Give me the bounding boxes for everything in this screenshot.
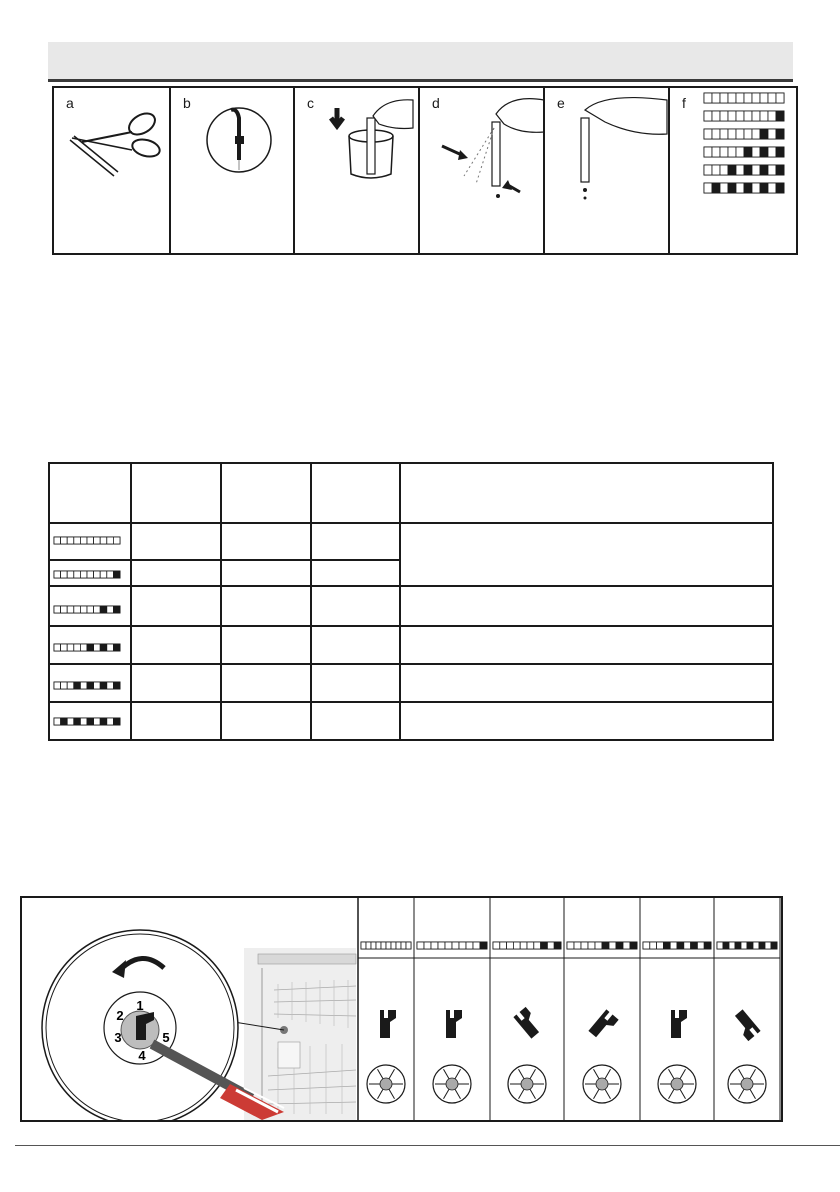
table-column-rule <box>399 464 401 739</box>
dial-number-2: 2 <box>116 1008 124 1023</box>
strip-color-scale-icon <box>670 88 800 257</box>
scale-strip-1 <box>704 111 784 121</box>
dial-position-icon <box>446 1010 462 1038</box>
dial-strip-3 <box>567 942 637 949</box>
table-strip-0 <box>54 537 120 544</box>
dial-strip-4 <box>643 942 711 949</box>
table-row-rule <box>50 585 772 587</box>
step-a <box>52 86 171 255</box>
table-row-rule <box>50 522 772 524</box>
dial-position-icon <box>730 1009 760 1041</box>
scale-strip-4 <box>704 165 784 175</box>
step-letter: d <box>432 95 440 111</box>
table-strip-column <box>50 464 130 739</box>
adjustment-drawing <box>22 898 781 1120</box>
dial-strip-1 <box>417 942 487 949</box>
dip-strip-in-glass-icon <box>295 88 422 257</box>
dial-position-icon <box>588 1009 618 1041</box>
table-column-rule <box>130 464 132 739</box>
dial-position-icon <box>380 1010 396 1038</box>
step-d <box>418 86 545 255</box>
dial-number-3: 3 <box>114 1030 122 1045</box>
water-hardness-table <box>48 462 774 741</box>
step-letter: e <box>557 95 565 111</box>
scale-strip-2 <box>704 129 784 139</box>
dial-strip-2 <box>493 942 561 949</box>
small-dial-icon <box>658 1065 696 1103</box>
small-dial-icon <box>433 1065 471 1103</box>
table-strip-4 <box>54 682 120 689</box>
table-column-rule <box>310 464 312 739</box>
test-strip-steps <box>52 86 798 257</box>
scale-strip-0 <box>704 93 784 103</box>
step-e <box>543 86 670 255</box>
table-strip-2 <box>54 606 120 613</box>
dial-strip-5 <box>717 942 777 949</box>
step-letter: f <box>682 95 686 111</box>
step-letter: a <box>66 95 74 111</box>
table-strip-1 <box>54 571 120 578</box>
tap-water-icon <box>171 88 297 257</box>
step-c <box>293 86 420 255</box>
small-dial-icon <box>367 1065 405 1103</box>
step-f <box>668 86 798 255</box>
table-row-rule <box>50 625 772 627</box>
step-letter: c <box>307 95 314 111</box>
small-dial-icon <box>583 1065 621 1103</box>
dial-strip-0 <box>361 942 411 949</box>
dial-number-1: 1 <box>136 998 144 1013</box>
hold-strip-icon <box>545 88 672 257</box>
dial-number-5: 5 <box>162 1030 170 1045</box>
dial-position-icon <box>513 1007 543 1039</box>
table-strip-3 <box>54 644 120 651</box>
dial-position-icon <box>671 1010 687 1038</box>
footer-rule <box>15 1145 840 1146</box>
scissors-and-strip-icon <box>54 88 173 257</box>
scale-strip-5 <box>704 183 784 193</box>
scale-strip-3 <box>704 147 784 157</box>
small-dial-icon <box>508 1065 546 1103</box>
small-dial-icon <box>728 1065 766 1103</box>
table-strip-5 <box>54 718 120 725</box>
table-row-rule <box>50 663 772 665</box>
dial-number-4: 4 <box>138 1048 146 1063</box>
dishwasher-interior-icon <box>244 948 356 1120</box>
step-letter: b <box>183 95 191 111</box>
section-header-band <box>48 42 793 82</box>
table-row-rule <box>50 701 772 703</box>
hardness-adjustment-figure <box>20 896 783 1122</box>
table-column-rule <box>220 464 222 739</box>
shake-strip-icon <box>420 88 547 257</box>
step-b <box>169 86 295 255</box>
